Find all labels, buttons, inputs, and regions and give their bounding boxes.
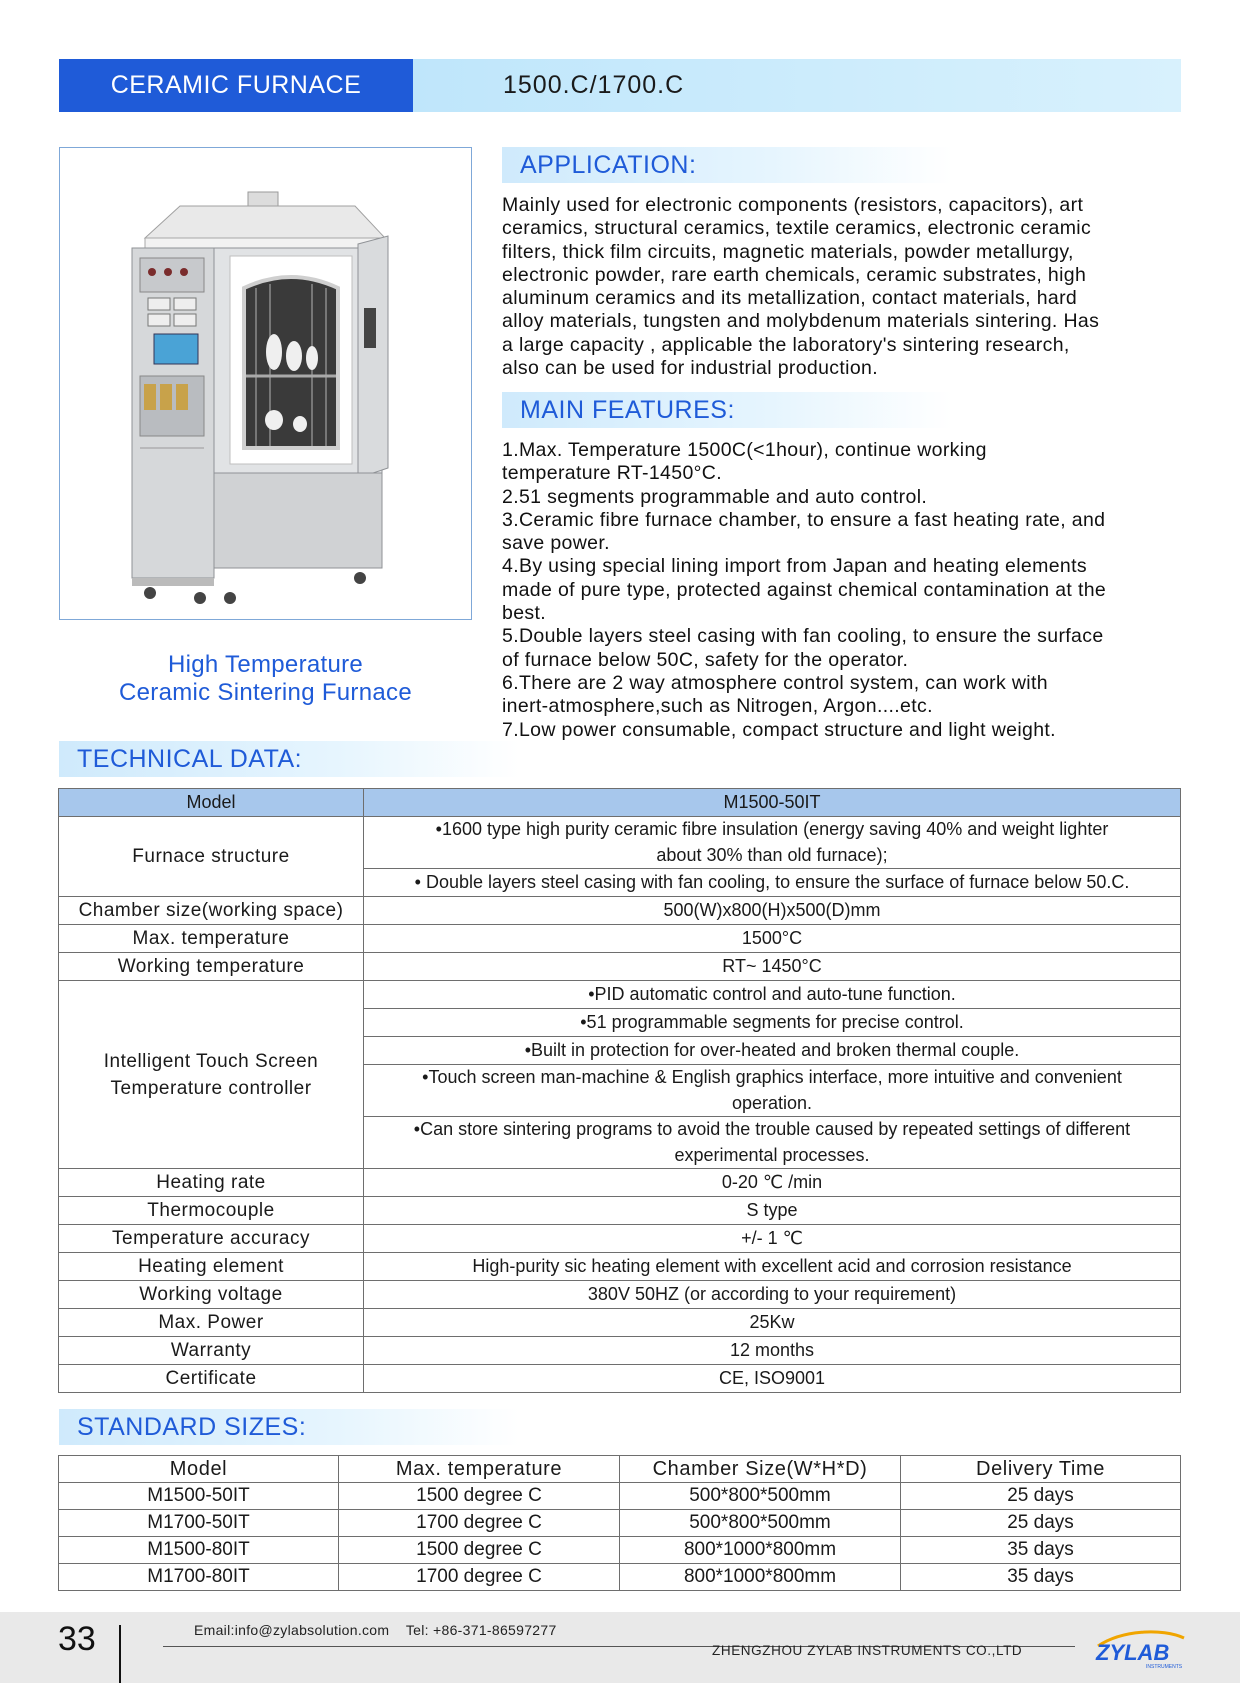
heating-element-label: Heating element (59, 1253, 364, 1281)
logo-mark (1092, 1626, 1187, 1670)
furnace-structure-value (364, 817, 1181, 869)
table-row (59, 981, 1181, 1009)
application-text (502, 194, 1192, 380)
caption-line-2: Ceramic Sintering Furnace (119, 679, 412, 706)
max-temp-label: Max. temperature (59, 925, 364, 953)
warranty-label: Warranty (59, 1337, 364, 1365)
warranty-value: 12 months (364, 1337, 1181, 1365)
zylab-logo (1092, 1626, 1187, 1670)
feature-line: of furnace below 50C, safety for the operator. (502, 648, 909, 671)
heating-rate-value: 0-20 ℃ /min (364, 1169, 1181, 1197)
table-row (59, 1510, 1181, 1537)
accuracy-label: Temperature accuracy (59, 1225, 364, 1253)
sizes-table (58, 1455, 1181, 1591)
features-heading: MAIN FEATURES: (502, 392, 952, 428)
size-cell: 1700 degree C (339, 1564, 620, 1591)
table-row (59, 1483, 1181, 1510)
cell-line: •Touch screen man-machine & English graphics interface, more intuitive and convenient (422, 1067, 1122, 1087)
table-row (59, 817, 1181, 869)
application-line: Mainly used for electronic components (resistors, capacitors), art (502, 194, 1084, 216)
application-line: also can be used for industrial production. (502, 357, 879, 380)
feature-line: 6.There are 2 way atmosphere control system, can work with (502, 671, 1048, 694)
heating-rate-label: Heating rate (59, 1169, 364, 1197)
heating-element-value: High-purity sic heating element with excellent acid and corrosion resistance (364, 1253, 1181, 1281)
feature-line: 3.Ceramic fibre furnace chamber, to ensure a fast heating rate, and (502, 508, 1106, 531)
application-line: ceramics, structural ceramics, textile ceramics, electronic ceramic (502, 217, 1092, 240)
size-cell: 500*800*500mm (620, 1483, 901, 1510)
cell-line: operation. (731, 1092, 813, 1113)
controller-value (364, 1117, 1181, 1169)
furnace-structure-label: Furnace structure (59, 817, 364, 897)
column-header: Delivery Time (901, 1456, 1181, 1483)
certificate-value: CE, ISO9001 (364, 1365, 1181, 1393)
size-cell: 35 days (901, 1564, 1181, 1591)
feature-line: inert-atmosphere,such as Nitrogen, Argon....etc. (502, 695, 933, 718)
application-heading: APPLICATION: (502, 147, 952, 183)
features-text (502, 439, 1192, 742)
controller-label (59, 981, 364, 1169)
feature-line: 5.Double layers steel casing with fan cooling, to ensure the surface (502, 625, 1104, 648)
controller-value (364, 1065, 1181, 1117)
header-temperature: 1500.C/1700.C (413, 59, 1181, 112)
table-row (59, 1281, 1181, 1309)
feature-line: best. (502, 602, 547, 625)
size-cell: 1500 degree C (339, 1537, 620, 1564)
logo-text: ZYLAB (1096, 1640, 1170, 1665)
page-number: 33 (58, 1620, 96, 1658)
controller-value: •51 programmable segments for precise control. (364, 1009, 1181, 1037)
table-row (59, 953, 1181, 981)
size-cell: 25 days (901, 1483, 1181, 1510)
table-row (59, 1365, 1181, 1393)
application-line: alloy materials, tungsten and molybdenum materials sintering. Has (502, 310, 1100, 333)
application-line: aluminum ceramics and its metallization, contact materials, hard (502, 287, 1078, 310)
table-row (59, 1537, 1181, 1564)
size-cell: 1500 degree C (339, 1483, 620, 1510)
image-caption (59, 651, 472, 707)
table-row (59, 1337, 1181, 1365)
furnace-illustration (60, 148, 471, 619)
caption-line-1: High Temperature (167, 651, 364, 678)
feature-line: 1.Max. Temperature 1500C(<1hour), continue working (502, 439, 987, 461)
product-image (59, 147, 472, 620)
table-row (59, 1169, 1181, 1197)
technical-heading: TECHNICAL DATA: (59, 741, 519, 777)
table-row (59, 1309, 1181, 1337)
working-temp-label: Working temperature (59, 953, 364, 981)
technical-table (58, 788, 1181, 1393)
size-cell: M1700-50IT (59, 1510, 339, 1537)
table-row (59, 897, 1181, 925)
feature-line: 4.By using special lining import from Japan and heating elements (502, 555, 1087, 578)
power-label: Max. Power (59, 1309, 364, 1337)
certificate-label: Certificate (59, 1365, 364, 1393)
cell-line: Temperature controller (110, 1077, 312, 1099)
size-cell: M1700-80IT (59, 1564, 339, 1591)
header-title: CERAMIC FURNACE (59, 59, 413, 112)
size-cell: 1700 degree C (339, 1510, 620, 1537)
column-header: Max. temperature (339, 1456, 620, 1483)
logo-subtext: INSTRUMENTS (1146, 1664, 1183, 1670)
column-header: Chamber Size(W*H*D) (620, 1456, 901, 1483)
voltage-label: Working voltage (59, 1281, 364, 1309)
application-line: filters, thick film circuits, magnetic materials, powder metallurgy, (502, 240, 1074, 263)
table-row (59, 925, 1181, 953)
cell-line: about 30% than old furnace); (656, 844, 888, 865)
thermocouple-value: S type (364, 1197, 1181, 1225)
size-cell: 500*800*500mm (620, 1510, 901, 1537)
furnace-structure-value: • Double layers steel casing with fan cooling, to ensure the surface of furnace below 50.C. (364, 869, 1181, 897)
table-header-row (59, 1456, 1181, 1483)
table-row (59, 1197, 1181, 1225)
controller-value: •Built in protection for over-heated and broken thermal couple. (364, 1037, 1181, 1065)
chamber-value: 500(W)x800(H)x500(D)mm (364, 897, 1181, 925)
model-value: M1500-50IT (364, 789, 1181, 817)
footer-divider (119, 1625, 121, 1683)
feature-line: save power. (502, 532, 610, 555)
cell-line: •1600 type high purity ceramic fibre insulation (energy saving 40% and weight lighter (435, 819, 1109, 839)
thermocouple-label: Thermocouple (59, 1197, 364, 1225)
feature-line: made of pure type, protected against chemical contamination at the (502, 578, 1107, 601)
footer-contact: Email:info@zylabsolution.com Tel: +86-371-86597277 (194, 1622, 557, 1638)
sizes-heading: STANDARD SIZES: (59, 1409, 519, 1445)
cell-line: •Can store sintering programs to avoid the trouble caused by repeated settings of different (413, 1119, 1131, 1139)
table-row (59, 1564, 1181, 1591)
max-temp-value: 1500°C (364, 925, 1181, 953)
size-cell: M1500-80IT (59, 1537, 339, 1564)
size-cell: 800*1000*800mm (620, 1537, 901, 1564)
accuracy-value: +/- 1 ℃ (364, 1225, 1181, 1253)
voltage-value: 380V 50HZ (or according to your requirement) (364, 1281, 1181, 1309)
size-cell: M1500-50IT (59, 1483, 339, 1510)
table-row (59, 1225, 1181, 1253)
feature-line: 2.51 segments programmable and auto control. (502, 485, 928, 508)
cell-line: Intelligent Touch Screen (103, 1050, 319, 1072)
application-line: electronic powder, rare earth chemicals, ceramic substrates, high (502, 263, 1087, 286)
column-header: Model (59, 1456, 339, 1483)
table-row (59, 789, 1181, 817)
controller-value: •PID automatic control and auto-tune function. (364, 981, 1181, 1009)
feature-line: temperature RT-1450°C. (502, 462, 722, 485)
size-cell: 800*1000*800mm (620, 1564, 901, 1591)
table-row (59, 1253, 1181, 1281)
footer (0, 1612, 1240, 1683)
size-cell: 35 days (901, 1537, 1181, 1564)
model-label: Model (59, 789, 364, 817)
cell-line: experimental processes. (674, 1144, 870, 1165)
feature-line: 7.Low power consumable, compact structure and light weight. (502, 718, 1056, 741)
footer-company: ZHENGZHOU ZYLAB INSTRUMENTS CO.,LTD (712, 1643, 1023, 1658)
working-temp-value: RT~ 1450°C (364, 953, 1181, 981)
power-value: 25Kw (364, 1309, 1181, 1337)
chamber-label: Chamber size(working space) (59, 897, 364, 925)
application-line: a large capacity , applicable the laboratory's sintering research, (502, 333, 1070, 356)
size-cell: 25 days (901, 1510, 1181, 1537)
